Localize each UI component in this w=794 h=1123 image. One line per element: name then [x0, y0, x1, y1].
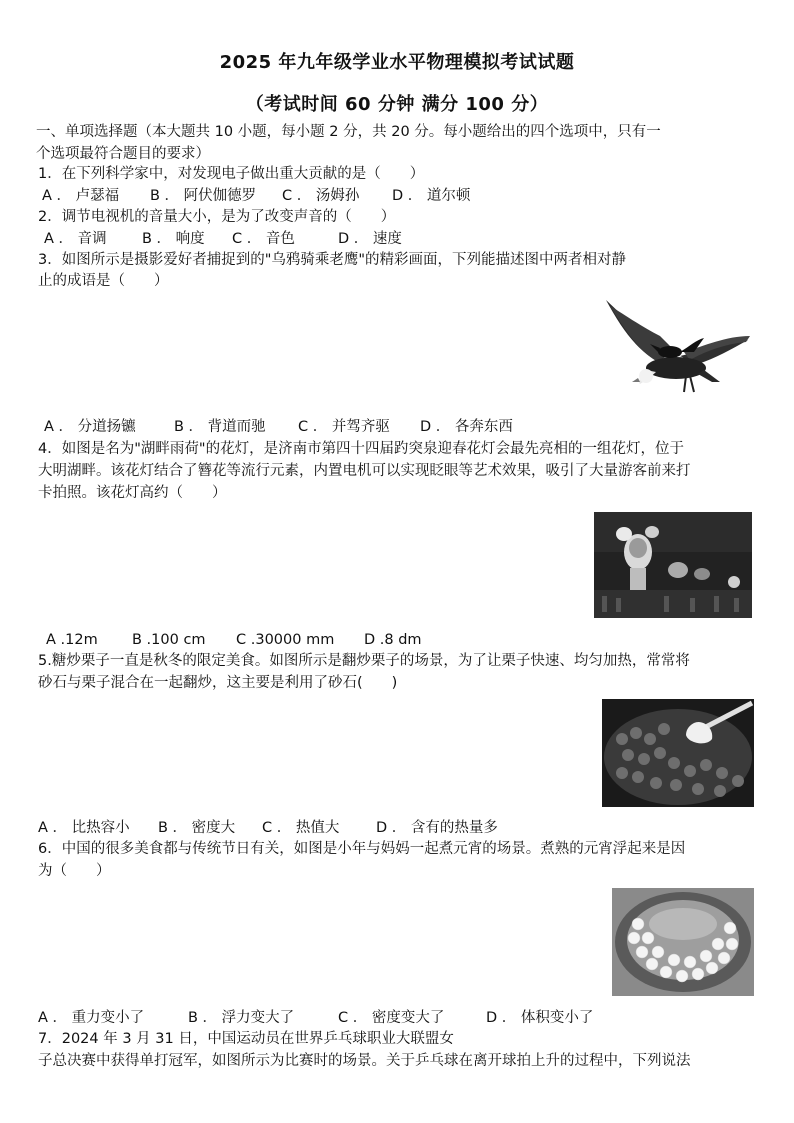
lantern-night-photo: [594, 512, 752, 618]
option-a[interactable]: A .12m: [46, 632, 98, 648]
question-3-stem: 3．如图所示是摄影爱好者捕捉到的"乌鸦骑乘老鹰"的精彩画面，下列能描述图中两者相对静: [38, 252, 627, 268]
option-a[interactable]: A ． 比热容小: [38, 820, 130, 836]
section-heading: 一、单项选择题（本大题共 10 小题，每小题 2 分，共 20 分。每小题给出的四个选项中，只有一: [36, 124, 661, 140]
option-d[interactable]: D ． 各奔东西: [420, 419, 513, 435]
option-a[interactable]: A ． 音调: [44, 231, 107, 247]
question-2-options: [44, 229, 402, 249]
option-b[interactable]: B ． 阿伏伽德罗: [150, 188, 257, 204]
question-3-options: [44, 417, 513, 437]
question-1-stem: 1．在下列科学家中，对发现电子做出重大贡献的是（ ）: [38, 166, 425, 182]
question-6-stem: 6．中国的很多美食都与传统节日有关，如图是小年与妈妈一起煮元宵的场景。煮熟的元宵浮起来是因: [38, 841, 686, 857]
option-c[interactable]: C ． 音色: [232, 231, 295, 247]
option-d[interactable]: D ． 速度: [338, 231, 402, 247]
option-c[interactable]: C ． 热值大: [262, 820, 340, 836]
question-1-options: [42, 186, 470, 206]
option-b[interactable]: B ． 背道而驰: [174, 419, 266, 435]
option-a[interactable]: A ． 重力变小了: [38, 1010, 145, 1026]
option-b[interactable]: B ． 响度: [142, 231, 205, 247]
option-b[interactable]: B ． 密度大: [158, 820, 236, 836]
option-a[interactable]: A ． 分道扬镳: [44, 419, 136, 435]
question-4-stem: 4．如图是名为"湖畔雨荷"的花灯，是济南市第四十四届趵突泉迎春花灯会最先亮相的一组花灯，位于: [38, 441, 685, 457]
option-b[interactable]: B .100 cm: [132, 632, 206, 648]
option-c[interactable]: C ． 并驾齐驱: [298, 419, 390, 435]
question-2-stem: 2．调节电视机的音量大小，是为了改变声音的（ ）: [38, 209, 396, 225]
question-5-stem-cont: 砂石与栗子混合在一起翻炒，这主要是利用了砂石( ): [38, 675, 398, 691]
option-b[interactable]: B ． 浮力变大了: [188, 1010, 295, 1026]
question-4-stem-cont2: 卡拍照。该花灯高约（ ）: [38, 485, 227, 501]
question-7-stem: 7．2024 年 3 月 31 日，中国运动员在世界乒乓球职业大联盟女: [38, 1031, 454, 1047]
question-5-stem: 5.糖炒栗子一直是秋冬的限定美食。如图所示是翻炒栗子的场景，为了让栗子快速、均匀加热，常常将: [38, 653, 690, 669]
option-d[interactable]: D ． 含有的热量多: [376, 820, 498, 836]
question-4-options: [46, 630, 422, 650]
question-6-options: [38, 1008, 593, 1028]
option-c[interactable]: C ． 密度变大了: [338, 1010, 445, 1026]
question-6-stem-cont: 为（ ）: [38, 863, 111, 879]
option-d[interactable]: D .8 dm: [364, 632, 422, 648]
question-4-stem-cont: 大明湖畔。该花灯结合了簪花等流行元素，内置电机可以实现眨眼等艺术效果，吸引了大量游客前来打: [38, 463, 691, 479]
question-7-stem-cont: 子总决赛中获得单打冠军，如图所示为比赛时的场景。关于乒乓球在离开球拍上升的过程中，下列说法: [38, 1053, 691, 1069]
option-d[interactable]: D ． 体积变小了: [486, 1010, 594, 1026]
option-c[interactable]: C ． 汤姆孙: [282, 188, 360, 204]
option-d[interactable]: D ． 道尔顿: [392, 188, 471, 204]
page-title: 2025 年九年级学业水平物理模拟考试试题: [219, 52, 575, 73]
option-c[interactable]: C .30000 mm: [236, 632, 335, 648]
option-a[interactable]: A ． 卢瑟福: [42, 188, 120, 204]
page-subtitle: （考试时间 60 分钟 满分 100 分）: [245, 94, 549, 115]
roasting-chestnuts-photo: [602, 699, 754, 807]
boiling-yuanxiao-photo: [612, 888, 754, 996]
question-5-options: [38, 818, 498, 838]
section-heading-cont: 个选项最符合题目的要求）: [36, 146, 210, 162]
question-3-stem-cont: 止的成语是（ ）: [38, 273, 169, 289]
crow-riding-eagle-photo: [600, 296, 752, 410]
